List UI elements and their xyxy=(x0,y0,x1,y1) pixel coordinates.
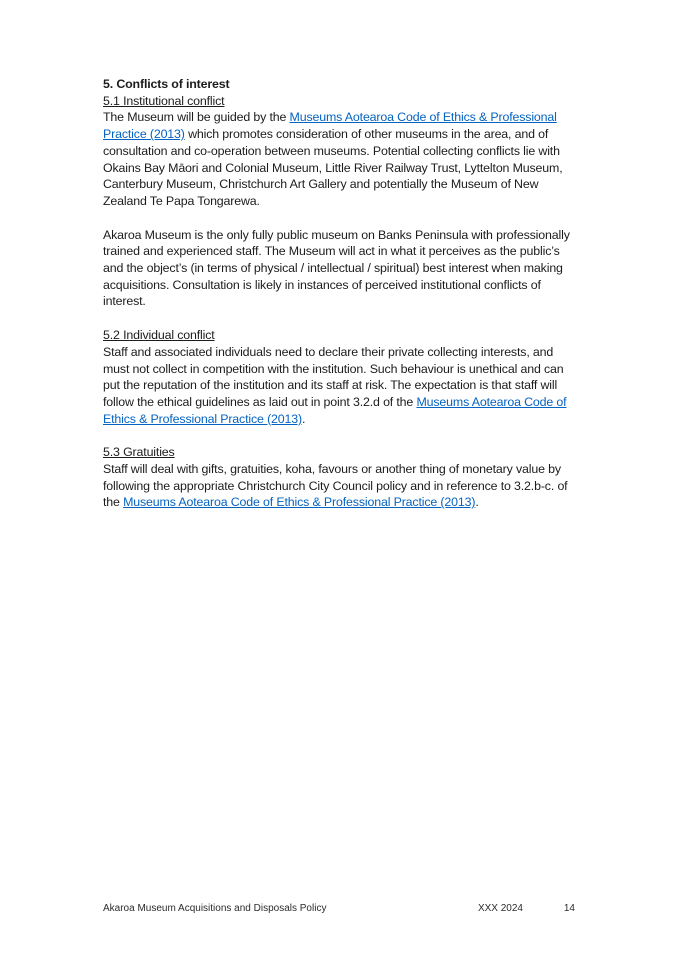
paragraph-institutional-conflict-1 xyxy=(103,109,573,209)
text-run: Akaroa Museum is the only fully public museum on Banks Peninsula with professionally trained and experienced staff. The Museum will act in what it perceives as the public’s and the object’s (in terms of physical / intellectual / spiritual) best interest when making acquisitions. Consultation is likely in instances of perceived institutional conflicts of interest. xyxy=(103,227,570,309)
document-body xyxy=(103,76,573,528)
hyperlink-museums-aotearoa-code[interactable]: Museums Aotearoa Code of Ethics & Professional Practice (2013) xyxy=(123,495,476,510)
text-run: Staff will deal with gifts, gratuities, koha, favours or another thing of monetary value by following the appropriate Christchurch City Council policy and in reference to 3.2.b-c. of the xyxy=(103,462,568,510)
hyperlink-museums-aotearoa-code[interactable]: Museums Aotearoa Code of Ethics & Professional Practice (2013) xyxy=(103,394,567,426)
footer-document-title: Akaroa Museum Acquisitions and Disposals Policy xyxy=(103,903,327,914)
text-run: The Museum will be guided by the xyxy=(103,110,290,125)
subsection-heading-5-2: 5.2 Individual conflict xyxy=(103,328,215,343)
footer-page-number: 14 xyxy=(563,903,575,914)
section-heading-5: 5. Conflicts of interest xyxy=(103,77,230,91)
hyperlink-museums-aotearoa-code[interactable]: Museums Aotearoa Code of Ethics & Professional Practice (2013) xyxy=(103,110,557,142)
page-footer xyxy=(103,903,575,915)
text-run: Staff and associated individuals need to declare their private collecting interests, and must not collect in competition with the institution. Such behaviour is unethical and can put the reputation of the institution and its staff at risk. The expectation is that staff will follow the ethical guidelines as laid out in point 3.2.d of the xyxy=(103,344,564,409)
subsection-heading-5-1: 5.1 Institutional conflict xyxy=(103,93,225,108)
text-run: . xyxy=(302,411,306,426)
paragraph-individual-conflict xyxy=(103,344,573,428)
text-run: . xyxy=(475,495,479,510)
paragraph-institutional-conflict-2 xyxy=(103,227,573,311)
footer-date: XXX 2024 xyxy=(477,903,523,914)
paragraph-gratuities xyxy=(103,461,573,511)
subsection-heading-5-3: 5.3 Gratuities xyxy=(103,445,175,460)
text-run: which promotes consideration of other museums in the area, and of consultation and co-operation between museums. Potential collecting conflicts lie with Okains Bay Māori and Colonial Museum, Little River Railway Trust, Lyttelton Museum, Canterbury Museum, Christchurch Art Gallery and potentially the Museum of New Zealand Te Papa Tongarewa. xyxy=(103,127,563,208)
